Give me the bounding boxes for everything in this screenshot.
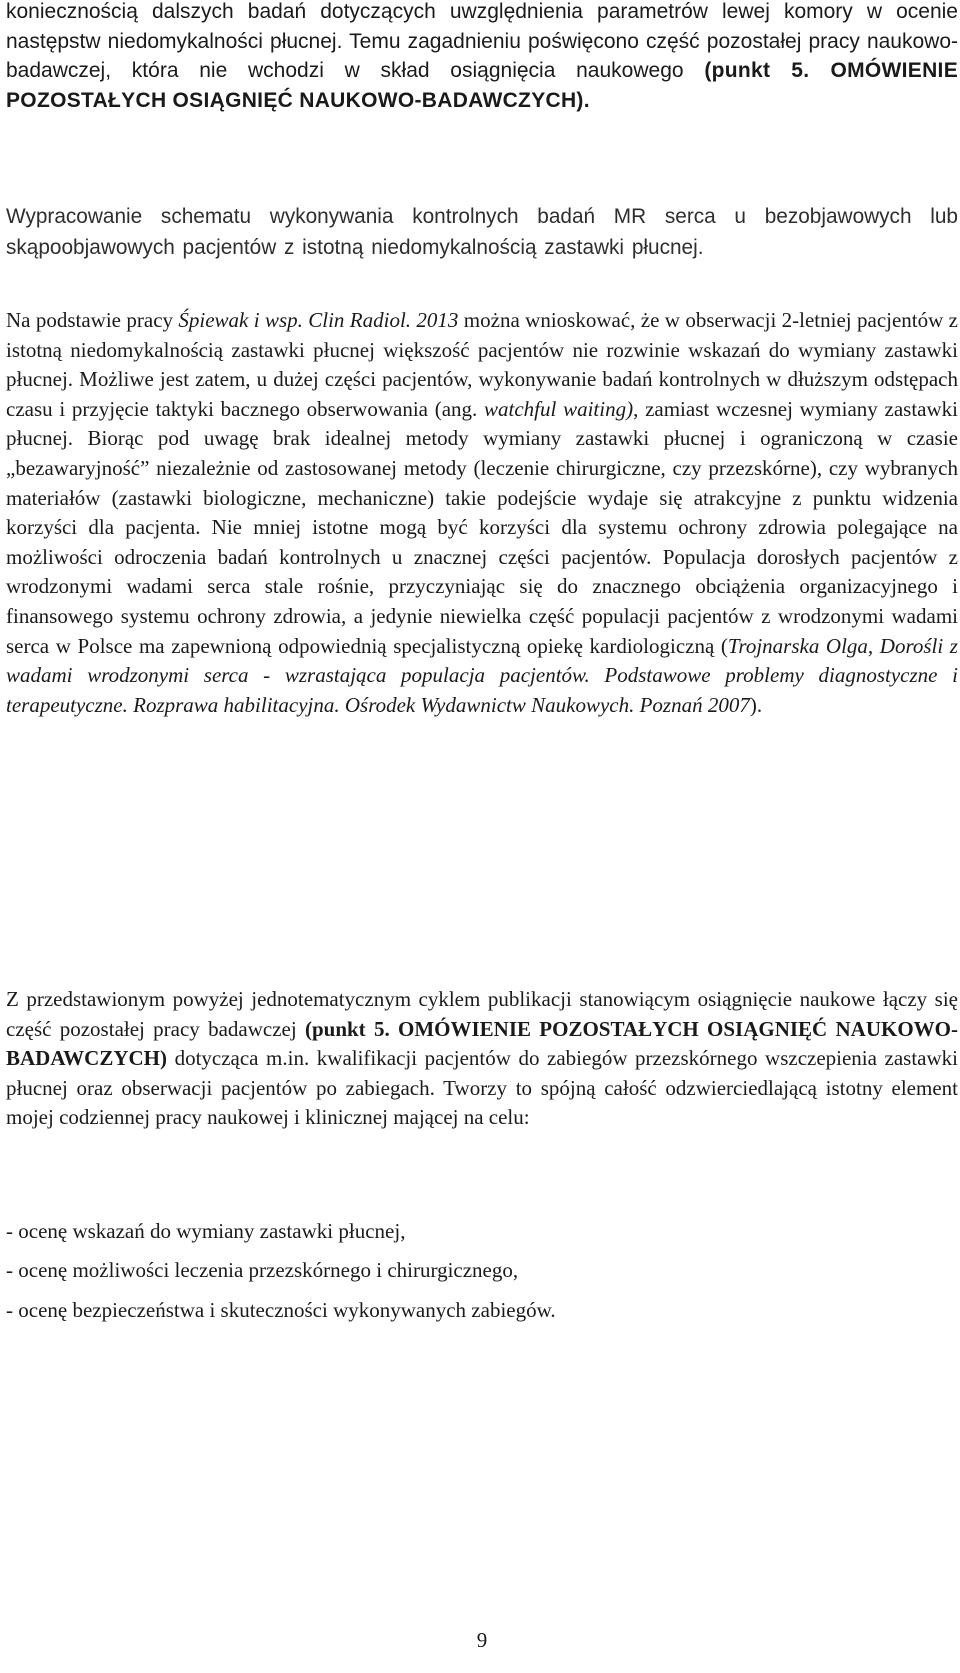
body-text-1: można wnioskować, że w obserwacji 2-letniej pacjentów z istotną niedomykalnością zastawki płucnej większość pacjentów nie rozwinie wskazań do wymiany zastawki płucnej. Możliwe jest zatem, u dużej części pacjentów, wykonywanie badań kontrolnych w dłuższym odstępach czasu i przyjęcie taktyki bacznego obserwowania (ang. — [6, 308, 958, 421]
goal-item: - ocenę bezpieczeństwa i skuteczności wykonywanych zabiegów. — [6, 1298, 556, 1322]
section-subheading: Wypracowanie schematu wykonywania kontrolnych badań MR serca u bezobjawowych lub skąpoobjawowych pacjentów z istotną niedomykalnością zastawki płucnej. — [6, 205, 958, 259]
intro-text: koniecznością dalszych badań dotyczących uwzględnienia parametrów lewej komory w ocenie następstw niedomykalności płucnej. Temu zagadnieniu poświęcono część pozostałej pracy naukowo-badawczej, która nie wchodzi w skład osiągnięcia naukowego — [6, 0, 958, 83]
citation-spiewak: Śpiewak i wsp. Clin Radiol. 2013 — [178, 308, 459, 332]
conclusion-section-reference: (punkt 5. OMÓWIENIE POZOSTAŁYCH OSIĄGNIĘĆ NAUKOWO-BADAWCZYCH) — [6, 1016, 958, 1071]
body-paragraph — [6, 306, 958, 720]
conclusion-text-2: dotycząca m.in. kwalifikacji pacjentów do zabiegów przezskórnego wszczepienia zastawki płucnej oraz obserwacji pacjentów po zabiegach. Tworzy to spójną całość odzwierciedlającą istotny element mojej codziennej pracy naukowej i klinicznej mającej na celu: — [6, 1046, 958, 1130]
document-page — [6, 0, 958, 1673]
conclusion-text-1: Z przedstawionym powyżej jednotematycznym cyklem publikacji stanowiącym osiągnięcie naukowe łączy się część pozostałej pracy badawczej — [6, 987, 958, 1041]
intro-paragraph — [6, 0, 958, 115]
english-term: watchful waiting) — [484, 396, 634, 421]
goal-item: - ocenę możliwości leczenia przezskórnego i chirurgicznego, — [6, 1258, 519, 1282]
body-text-2: , zamiast wczesnej wymiany zastawki płucnej. Biorąc pod uwagę brak idealnej metody wymiany zastawki płucnej i ograniczoną w czasie „bezawaryjność” niezależnie od zastosowanej metody (leczenie chirurgiczne, czy przezskórne), czy wybranych materiałów (zastawki biologiczne, mechaniczne) takie podejście wydaje się atrakcyjne z punktu widzenia korzyści dla pacjenta. Nie mniej istotne mogą być korzyści dla systemu ochrony zdrowia polegające na możliwości odroczenia badań kontrolnych u znacznej części pacjentów. Populacja dorosłych pacjentów z wrodzonymi wadami serca stale rośnie, przyczyniając się do znacznego obciążenia organizacyjnego i finansowego systemu ochrony zdrowia, a jedynie niewielka część populacji pacjentów z wrodzonymi wadami serca w Polsce ma zapewnioną odpowiednią specjalistyczną opiekę kardiologiczną ( — [6, 396, 958, 658]
goal-item: - ocenę wskazań do wymiany zastawki płucnej, — [6, 1219, 406, 1243]
conclusion-paragraph — [6, 985, 958, 1133]
citation-trojnarska: Trojnarska Olga, Dorośli z wadami wrodzonymi serca - wzrastająca populacja pacjentów. Podstawowe problemy diagnostyczne i terapeutyczne. Rozprawa habilitacyjna. Ośrodek Wydawnictw Naukowych. Poznań 2007 — [6, 633, 958, 717]
intro-text-end: . — [583, 88, 590, 112]
page-number: 9 — [476, 1628, 488, 1652]
body-text-3: ). — [749, 692, 763, 717]
body-lead: Na podstawie pracy — [6, 308, 179, 332]
intro-section-reference: (punkt 5. OMÓWIENIE POZOSTAŁYCH OSIĄGNIĘĆ NAUKOWO-BADAWCZYCH) — [6, 59, 958, 112]
